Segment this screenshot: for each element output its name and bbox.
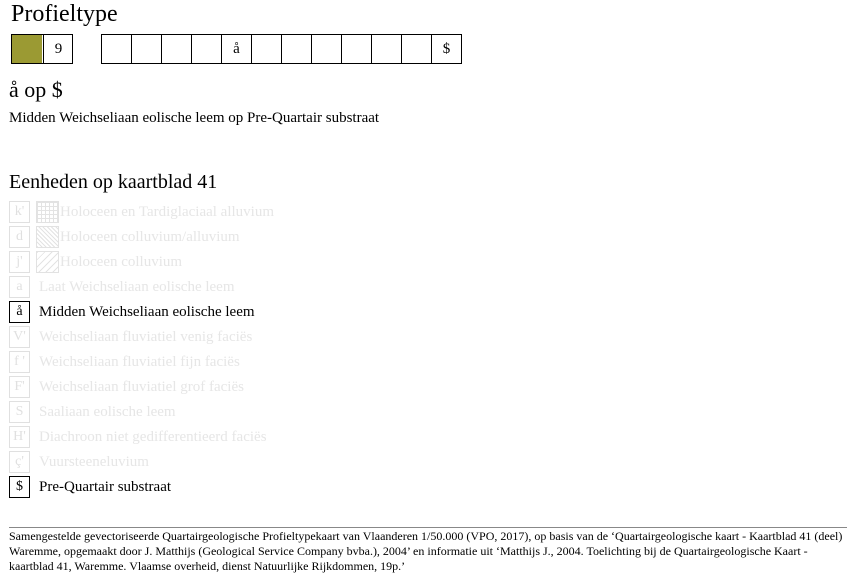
- unit-label: Weichseliaan fluviatiel venig faciës: [39, 329, 253, 345]
- profile-cell: [342, 35, 372, 63]
- unit-symbol: f ': [9, 351, 30, 373]
- unit-symbol: $: [9, 476, 30, 498]
- unit-label: Saaliaan eolische leem: [39, 404, 176, 420]
- profile-cell: [312, 35, 342, 63]
- unit-label: Laat Weichseliaan eolische leem: [39, 279, 235, 295]
- profile-cell: [402, 35, 432, 63]
- unit-symbol: å: [9, 301, 30, 323]
- unit-label: Holoceen en Tardiglaciaal alluvium: [60, 204, 275, 220]
- unit-symbol: F': [9, 376, 30, 398]
- diagonal-hatch-icon: [36, 251, 59, 273]
- grid-hatch-icon: [36, 201, 59, 223]
- profile-cell: å: [222, 35, 252, 63]
- profile-cell: [372, 35, 402, 63]
- unit-symbol: j': [9, 251, 30, 273]
- unit-label: Midden Weichseliaan eolische leem: [39, 304, 255, 320]
- unit-symbol: H': [9, 426, 30, 448]
- profile-code: å op $: [9, 77, 63, 102]
- profile-cell: $: [432, 35, 462, 63]
- unit-label: Diachroon niet gedifferentieerd faciës: [39, 429, 267, 445]
- unit-symbol: d: [9, 226, 30, 248]
- source-footnote: Samengestelde gevectoriseerde Quartairgeologische Profieltypekaart van Vlaanderen 1/50.000 (VPO, 2017), op basis van de ‘Quartairgeologische kaart - Kaartblad 41 (deel) Waremme, opgemaakt door J. Matthijs (Geological Service Company bvba.), 2004’ en informatie uit ‘Matthijs J., 2004. Toelichting bij de Quartairgeologische Kaart - kaartblad 41, Waremme. Vlaamse overheid, dienst Natuurlijke Rijkdommen, 19p.’: [9, 529, 843, 573]
- unit-label: Holoceen colluvium: [60, 254, 183, 270]
- diagonal-hatch-icon: [36, 226, 59, 248]
- profile-color-number: 9: [43, 35, 73, 63]
- profile-cell: [192, 35, 222, 63]
- profile-color-swatch: [12, 35, 42, 63]
- unit-label: Vuursteeneluvium: [39, 454, 149, 470]
- unit-symbol: ç': [9, 451, 30, 473]
- units-heading: Eenheden op kaartblad 41: [9, 171, 218, 193]
- unit-symbol: S: [9, 401, 30, 423]
- unit-symbol: V': [9, 326, 30, 348]
- profile-cells: [101, 34, 462, 64]
- unit-label: Weichseliaan fluviatiel grof faciës: [39, 379, 244, 395]
- profile-description: Midden Weichseliaan eolische leem op Pre-Quartair substraat: [9, 110, 380, 126]
- page-title: Profieltype: [11, 1, 118, 27]
- unit-symbol: a: [9, 276, 30, 298]
- profile-cell: [102, 35, 132, 63]
- profile-cell: [132, 35, 162, 63]
- unit-label: Holoceen colluvium/alluvium: [60, 229, 240, 245]
- unit-label: Weichseliaan fluviatiel fijn faciës: [39, 354, 240, 370]
- profile-cell: [252, 35, 282, 63]
- profile-cell: [162, 35, 192, 63]
- profile-color-box: [11, 34, 73, 64]
- profile-cell: [282, 35, 312, 63]
- unit-label: Pre-Quartair substraat: [39, 479, 172, 495]
- footer-divider: [9, 527, 847, 528]
- unit-symbol: k': [9, 201, 30, 223]
